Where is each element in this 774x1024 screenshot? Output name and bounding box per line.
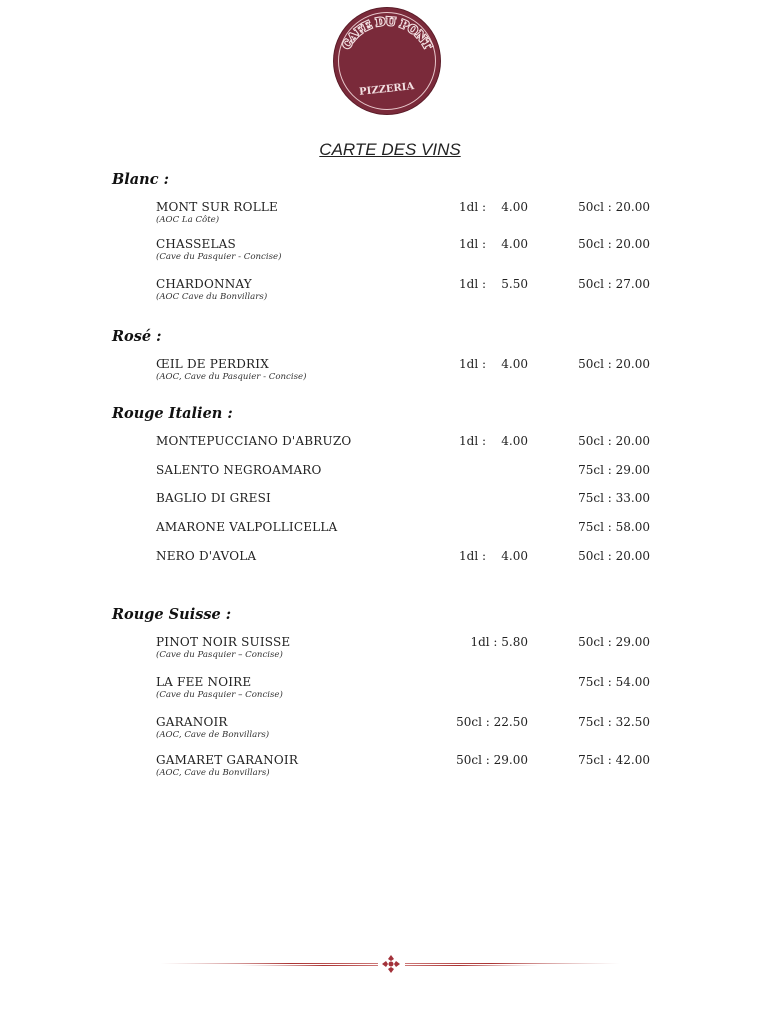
price-small: 1dl : 5.80 [470,635,528,649]
wine-name: GAMARET GARANOIR [156,753,299,767]
price-bottle: 75cl : 32.50 [578,715,650,729]
wine-item [0,463,774,493]
wine-name: ŒIL DE PERDRIX [156,357,269,371]
wine-origin: (Cave du Pasquier – Concise) [156,690,283,700]
price-bottle: 75cl : 58.00 [578,520,650,534]
wine-item [0,635,774,665]
wine-name: GARANOIR [156,715,228,729]
wine-item [0,675,774,705]
price-unit-label: 1dl : [459,277,487,291]
price-bottle: 75cl : 29.00 [578,463,650,477]
wine-origin: (Cave du Pasquier - Concise) [156,252,282,262]
wine-name: LA FEE NOIRE [156,675,252,689]
cross-icon [382,955,400,973]
wine-item [0,434,774,464]
price-small: 4.00 [501,549,528,563]
price-bottle: 50cl : 20.00 [578,237,650,251]
wine-item [0,753,774,783]
price-bottle: 75cl : 33.00 [578,491,650,505]
price-unit-label: 1dl : [459,200,487,214]
price-small: 5.50 [501,277,528,291]
svg-text:CAFE DU PONT [340,15,435,52]
price-unit-label: 1dl : [459,237,487,251]
price-small: 4.00 [501,357,528,371]
price-small: 4.00 [501,200,528,214]
section-heading: Rouge Italien : [112,405,233,422]
wine-name: AMARONE VALPOLLICELLA [156,520,338,534]
wine-name: NERO D'AVOLA [156,549,257,563]
wine-origin: (AOC, Cave de Bonvillars) [156,730,270,740]
wine-item [0,357,774,387]
wine-item [0,520,774,550]
wine-origin: (AOC La Côte) [156,215,220,225]
wine-item [0,549,774,579]
logo-bottom-text: PIZZERIA [358,81,415,98]
wine-origin: (Cave du Pasquier – Concise) [156,650,283,660]
price-bottle: 75cl : 54.00 [578,675,650,689]
wine-origin: (AOC, Cave du Pasquier - Concise) [156,372,307,382]
wine-origin: (AOC Cave du Bonvillars) [156,292,268,302]
wine-name: BAGLIO DI GRESI [156,491,271,505]
price-bottle: 50cl : 20.00 [578,549,650,563]
price-bottle: 50cl : 29.00 [578,635,650,649]
ornament-divider [160,952,620,976]
price-small: 50cl : 22.50 [456,715,528,729]
section-heading: Rouge Suisse : [112,606,232,623]
price-small: 4.00 [501,434,528,448]
price-small: 4.00 [501,237,528,251]
price-small: 50cl : 29.00 [456,753,528,767]
wine-name: MONT SUR ROLLE [156,200,278,214]
price-bottle: 50cl : 20.00 [578,200,650,214]
wine-name: CHARDONNAY [156,277,252,291]
wine-item [0,277,774,307]
wine-item [0,237,774,267]
price-unit-label: 1dl : [459,357,487,371]
wine-name: MONTEPUCCIANO D'ABRUZO [156,434,352,448]
wine-name: SALENTO NEGROAMARO [156,463,322,477]
section-heading: Rosé : [112,328,162,345]
wine-item [0,715,774,745]
logo-top-text: CAFE DU PONT [339,14,435,52]
wine-name: CHASSELAS [156,237,236,251]
price-bottle: 50cl : 20.00 [578,434,650,448]
price-bottle: 50cl : 27.00 [578,277,650,291]
price-unit-label: 1dl : [459,549,487,563]
section-heading: Blanc : [112,171,169,188]
wine-item [0,200,774,230]
wine-name: PINOT NOIR SUISSE [156,635,291,649]
page-title: CARTE DES VINS [319,140,461,159]
price-bottle: 75cl : 42.00 [578,753,650,767]
wine-item [0,491,774,521]
wine-origin: (AOC, Cave du Bonvillars) [156,768,270,778]
price-bottle: 50cl : 20.00 [578,357,650,371]
price-unit-label: 1dl : [459,434,487,448]
cafe-du-pont-logo [334,8,440,114]
